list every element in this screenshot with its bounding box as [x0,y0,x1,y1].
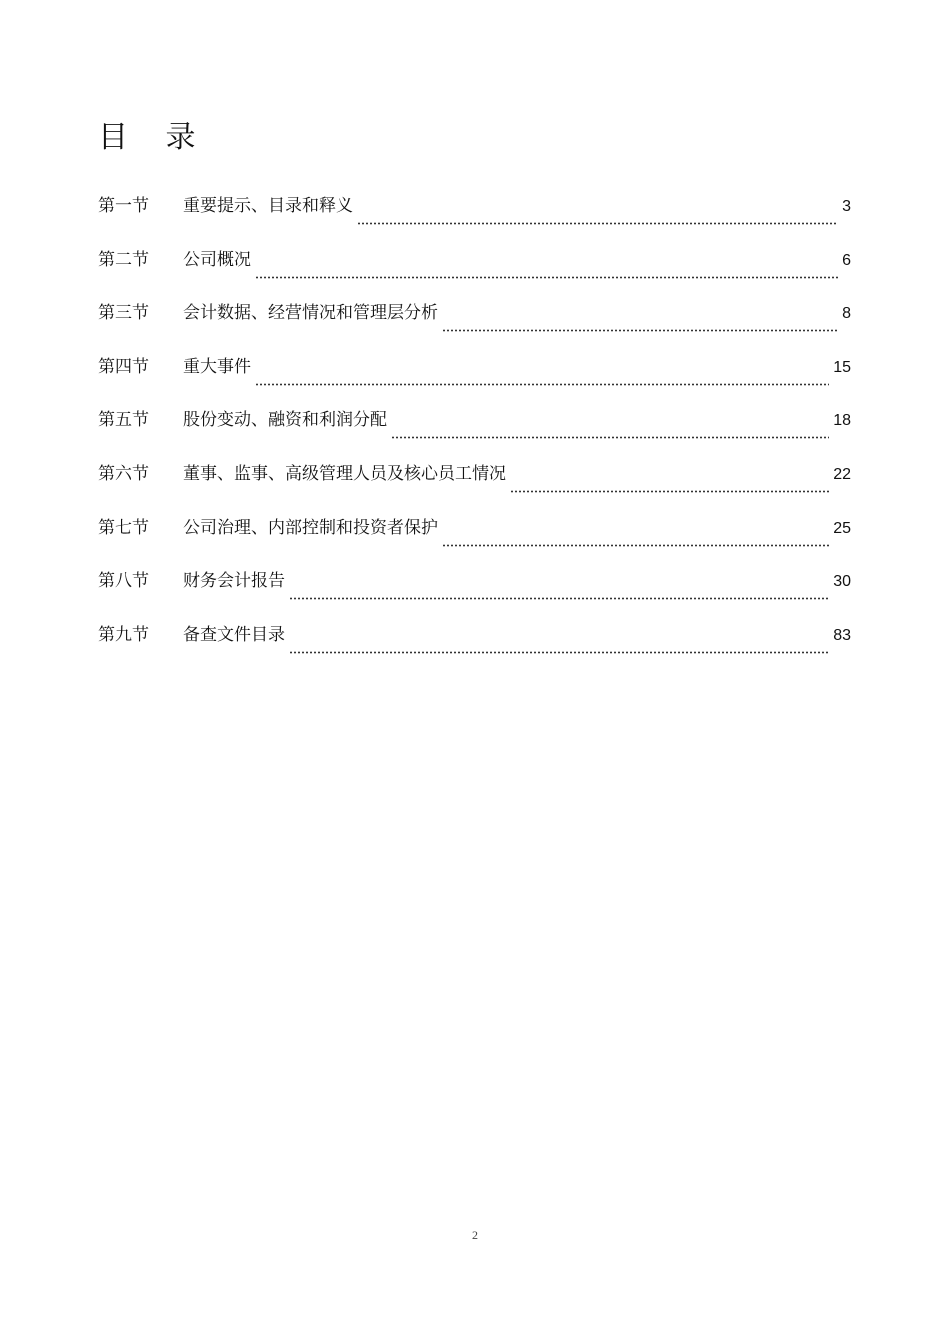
toc-section-number: 第九节 [98,624,149,645]
toc-section-title: 股份变动、融资和利润分配 [183,410,387,431]
toc-section-title: 重要提示、目录和释义 [183,196,353,216]
toc-page-number: 6 [842,251,851,269]
toc-section-title: 公司治理、内部控制和投资者保护 [183,517,438,538]
toc-section-number: 第七节 [98,517,149,538]
dot-leader [255,271,838,283]
dot-leader [442,539,829,551]
page-footer-number: 2 [472,1228,478,1242]
toc-section-title: 重大事件 [183,356,251,377]
toc-section-number: 第二节 [98,249,149,270]
dot-leader [289,593,829,605]
toc-section-title: 备查文件目录 [183,624,285,645]
toc-entry[interactable] [98,512,851,566]
toc-entry[interactable] [98,404,851,458]
toc-page-number: 18 [833,412,851,430]
toc-title: 目 录 [98,120,210,155]
toc-page-number: 15 [833,358,851,376]
toc-page-number: 3 [842,198,851,215]
dot-leader [289,646,829,658]
dot-leader [510,486,829,498]
dot-leader [442,325,838,337]
dot-leader [255,378,829,390]
toc-page-number: 22 [833,465,851,483]
toc-section-title: 董事、监事、高级管理人员及核心员工情况 [183,463,506,484]
toc-page-number: 25 [833,519,851,537]
dot-leader [357,218,838,230]
toc-entry[interactable] [98,244,851,298]
toc-section-number: 第一节 [98,196,149,216]
toc-entry[interactable] [98,190,851,244]
toc-page-number: 83 [833,626,851,644]
toc-section-number: 第三节 [98,303,149,324]
toc-list [98,190,851,672]
toc-section-number: 第四节 [98,356,149,377]
dot-leader [391,432,829,444]
toc-section-number: 第六节 [98,463,149,484]
toc-entry[interactable] [98,297,851,351]
toc-entry[interactable] [98,458,851,512]
toc-entry[interactable] [98,351,851,405]
toc-section-title: 公司概况 [183,249,251,270]
toc-entry[interactable] [98,619,851,673]
toc-section-number: 第八节 [98,571,149,592]
toc-page-number: 8 [842,305,851,323]
toc-section-number: 第五节 [98,410,149,431]
toc-entry[interactable] [98,565,851,619]
toc-section-title: 财务会计报告 [183,571,285,592]
toc-page-number: 30 [833,573,851,591]
toc-section-title: 会计数据、经营情况和管理层分析 [183,303,438,324]
